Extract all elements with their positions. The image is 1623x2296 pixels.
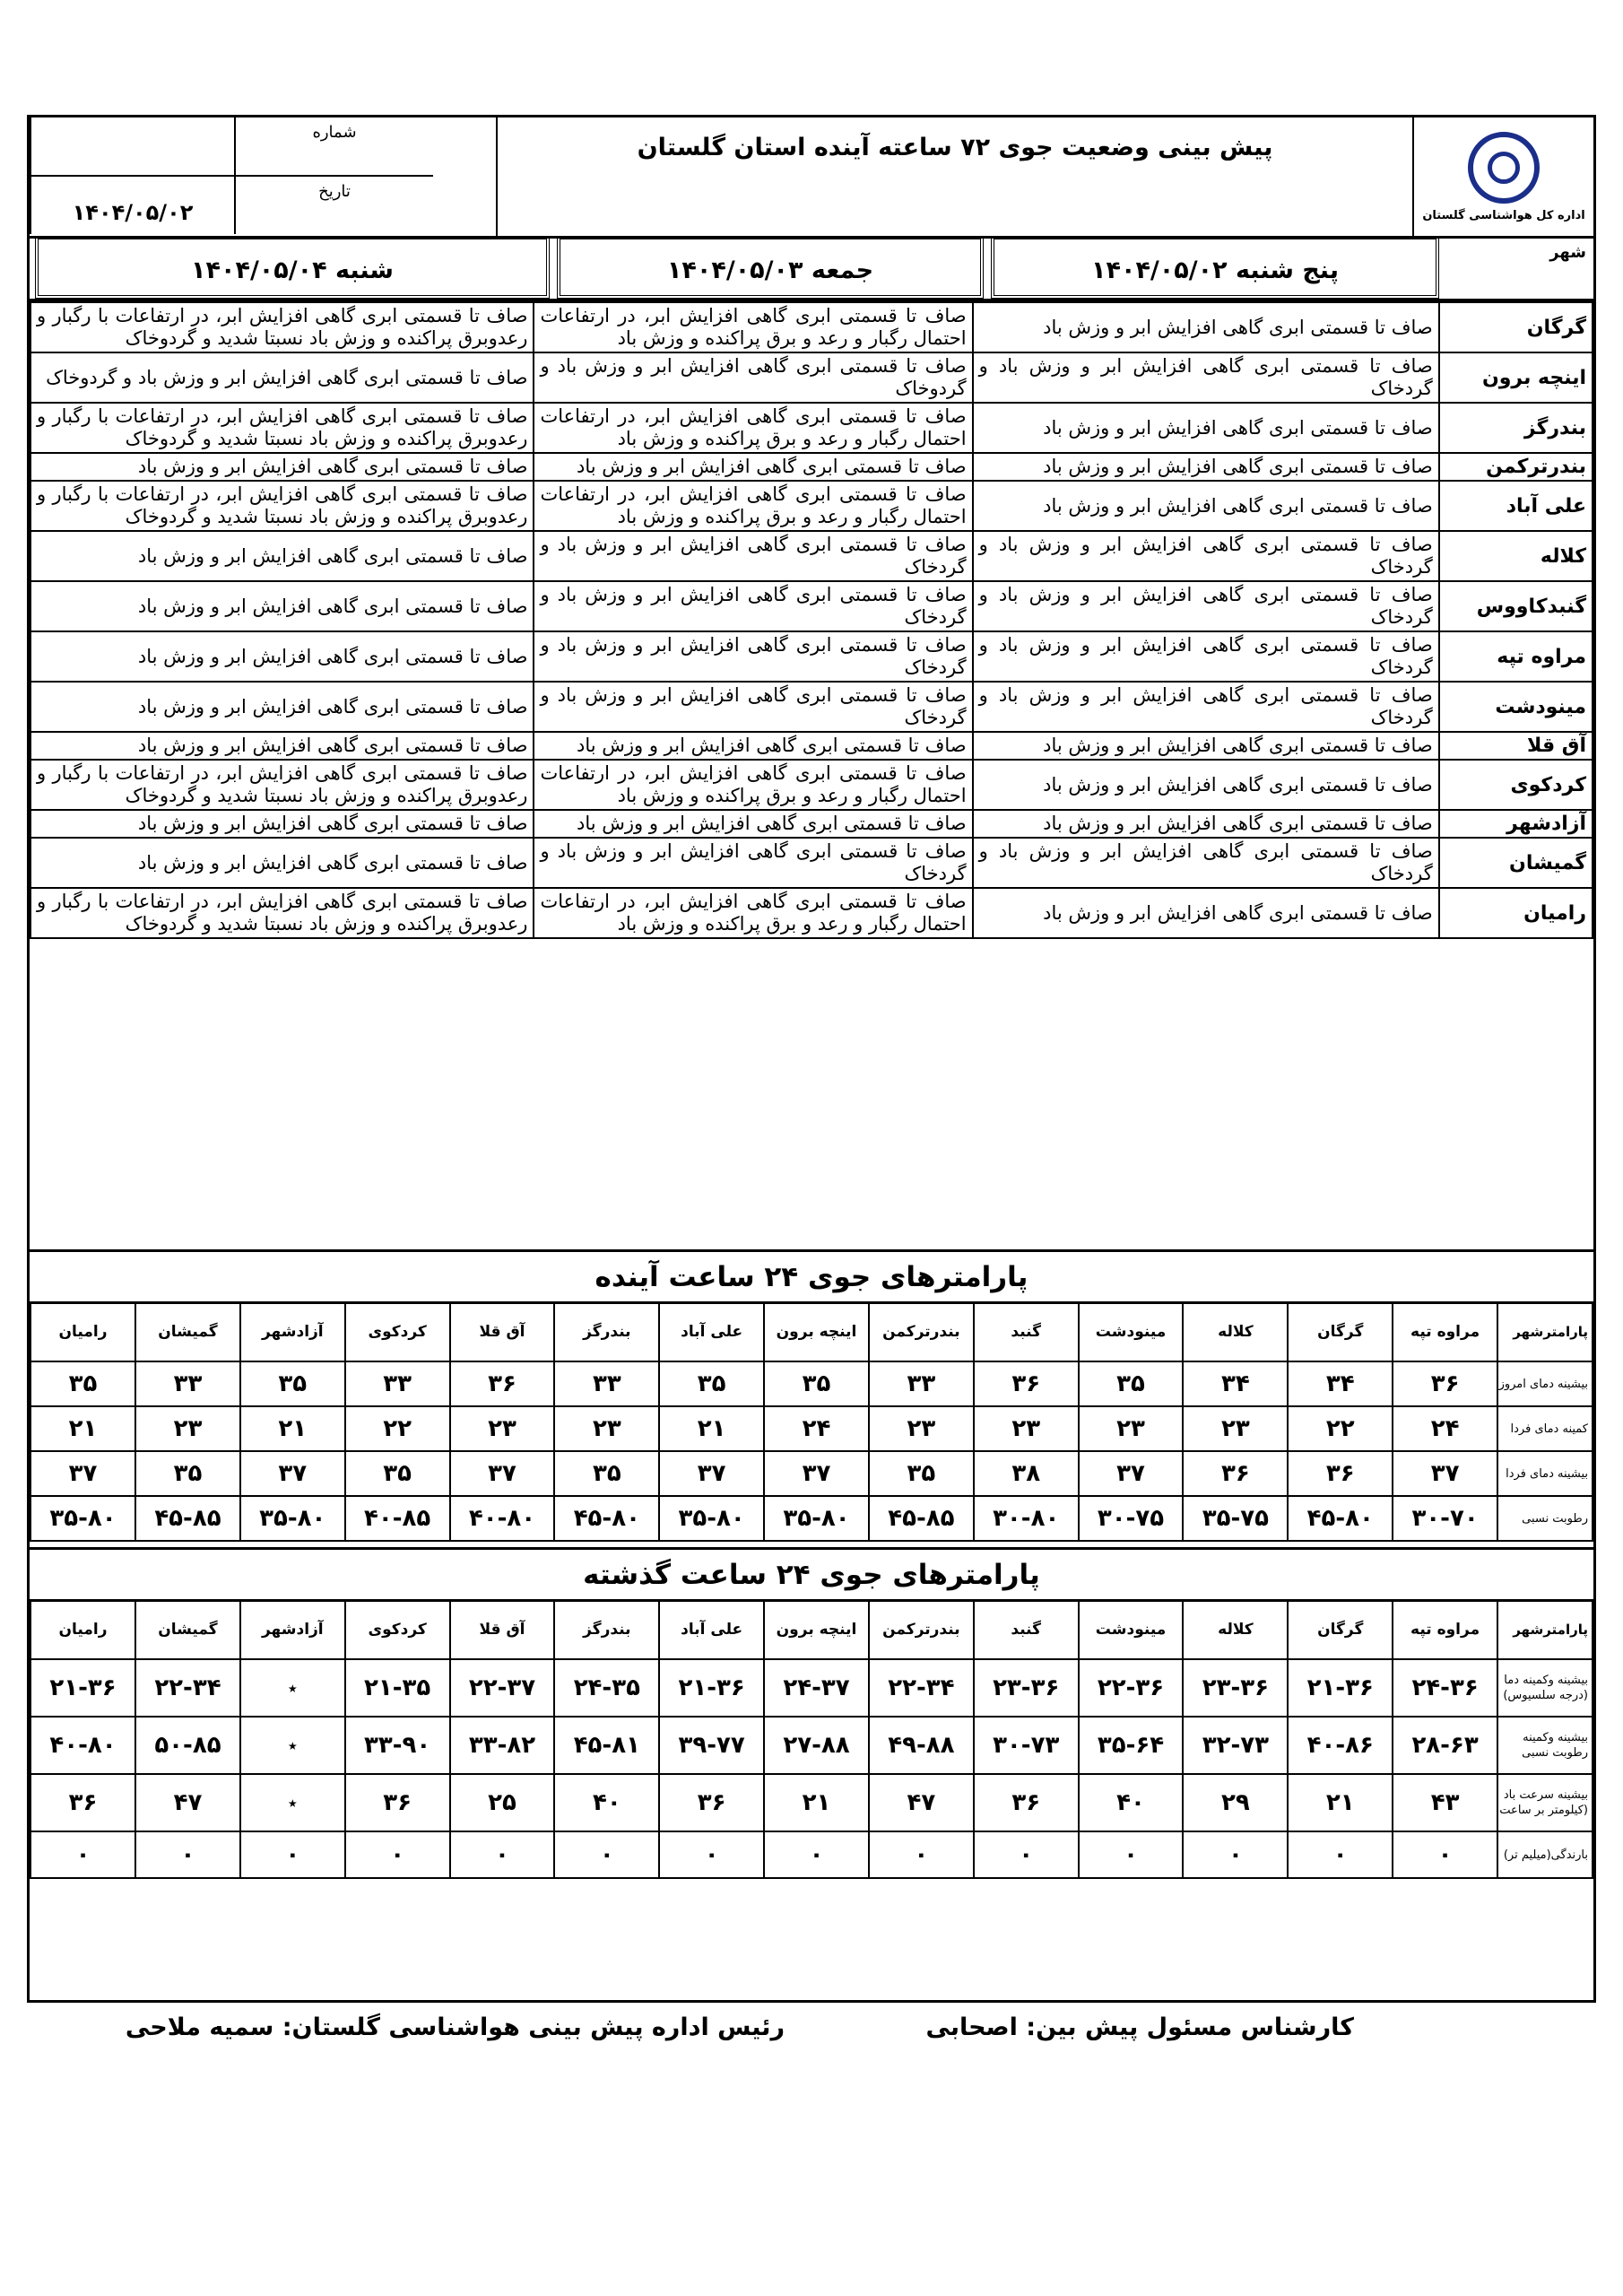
param-value: ۳۵-۸۰ bbox=[764, 1496, 869, 1541]
param-value: ۲۴-۳۷ bbox=[764, 1659, 869, 1717]
day2-forecast: صاف تا قسمتی ابری گاهی افزایش ابر و وزش باد bbox=[534, 732, 972, 760]
param-row bbox=[30, 1406, 1593, 1451]
param-value: ۳۳ bbox=[345, 1361, 450, 1406]
param-header-row bbox=[30, 1302, 1593, 1361]
param-value: ۳۴ bbox=[1183, 1361, 1288, 1406]
param-city-header: مراوه تپه bbox=[1393, 1600, 1497, 1659]
day2-forecast: صاف تا قسمتی ابری گاهی افزایش ابر، در ارتفاعات احتمال رگبار و رعد و برق پراکنده و وزش باد bbox=[534, 481, 972, 531]
param-value: ۴۹-۸۸ bbox=[869, 1717, 974, 1774]
param-value: ٭ bbox=[240, 1774, 345, 1831]
day1-forecast: صاف تا قسمتی ابری گاهی افزایش ابر و وزش باد و گردخاک bbox=[973, 682, 1439, 732]
forecast-row bbox=[30, 888, 1593, 938]
param-value: ۳۴ bbox=[1288, 1361, 1393, 1406]
forecast-row bbox=[30, 631, 1593, 682]
forecast-row bbox=[30, 352, 1593, 403]
day2-forecast: صاف تا قسمتی ابری گاهی افزایش ابر، در ارتفاعات احتمال رگبار و رعد و برق پراکنده و وزش باد bbox=[534, 403, 972, 453]
param-value: ۲۹ bbox=[1183, 1774, 1288, 1831]
param-value: ۳۵-۷۵ bbox=[1183, 1496, 1288, 1541]
param-value: ۳۶ bbox=[659, 1774, 764, 1831]
param-value: ۲۳-۳۶ bbox=[974, 1659, 1079, 1717]
day-headers bbox=[30, 236, 1593, 301]
param-value: ۳۵ bbox=[869, 1451, 974, 1496]
param-value: ۳۳ bbox=[869, 1361, 974, 1406]
param-row bbox=[30, 1361, 1593, 1406]
param-value: ۰ bbox=[135, 1831, 240, 1878]
day2-forecast: صاف تا قسمتی ابری گاهی افزایش ابر و وزش باد و گردخاک bbox=[534, 838, 972, 888]
city-column-header: شهر bbox=[1549, 243, 1586, 262]
param-value: ۲۱-۳۶ bbox=[659, 1659, 764, 1717]
param-city-header: علی آباد bbox=[659, 1600, 764, 1659]
param-city-header: مراوه تپه bbox=[1393, 1302, 1497, 1361]
param-value: ۲۲-۳۶ bbox=[1079, 1659, 1184, 1717]
param-value: ۳۶ bbox=[1288, 1451, 1393, 1496]
document-header bbox=[30, 117, 1593, 239]
param-value: ۲۳ bbox=[554, 1406, 659, 1451]
param-value: ۲۲-۳۷ bbox=[450, 1659, 555, 1717]
expert-signature: کارشناس مسئول پیش بین: اصحابی bbox=[925, 2013, 1354, 2041]
param-value: ۰ bbox=[240, 1831, 345, 1878]
param-value: ۰ bbox=[1288, 1831, 1393, 1878]
param-city-header: گنبد bbox=[974, 1600, 1079, 1659]
forecast-row bbox=[30, 760, 1593, 810]
day3-forecast: صاف تا قسمتی ابری گاهی افزایش ابر، در ارتفاعات با رگبار و رعدوبرق پراکنده و وزش باد نسبتا شدید و گردوخاک bbox=[30, 760, 534, 810]
param-value: ۲۵ bbox=[450, 1774, 555, 1831]
day3-forecast: صاف تا قسمتی ابری گاهی افزایش ابر و وزش باد bbox=[30, 631, 534, 682]
day2-forecast: صاف تا قسمتی ابری گاهی افزایش ابر و وزش باد و گردوخاک bbox=[534, 352, 972, 403]
city-name: اینچه برون bbox=[1439, 352, 1593, 403]
param-value: ۲۱ bbox=[764, 1774, 869, 1831]
param-value: ۳۶ bbox=[30, 1774, 135, 1831]
day2-forecast: صاف تا قسمتی ابری گاهی افزایش ابر و وزش باد و گردخاک bbox=[534, 581, 972, 631]
param-value: ۲۱-۳۵ bbox=[345, 1659, 450, 1717]
param-row bbox=[30, 1774, 1593, 1831]
param-value: ۳۳-۸۲ bbox=[450, 1717, 555, 1774]
param-value: ۲۲-۳۴ bbox=[869, 1659, 974, 1717]
param-value: ۲۴-۳۵ bbox=[554, 1659, 659, 1717]
param-value: ۴۵-۸۰ bbox=[554, 1496, 659, 1541]
city-name: مراوه تپه bbox=[1439, 631, 1593, 682]
param-city-header: کلاله bbox=[1183, 1600, 1288, 1659]
day1-forecast: صاف تا قسمتی ابری گاهی افزایش ابر و وزش باد bbox=[973, 760, 1439, 810]
day3-forecast: صاف تا قسمتی ابری گاهی افزایش ابر و وزش باد bbox=[30, 453, 534, 481]
forecast-row bbox=[30, 453, 1593, 481]
meteorology-logo bbox=[1412, 117, 1593, 236]
param-value: ۲۲ bbox=[345, 1406, 450, 1451]
param-city-header: آق قلا bbox=[450, 1600, 555, 1659]
param-value: ۳۷ bbox=[1393, 1451, 1497, 1496]
param-value: ٭ bbox=[240, 1717, 345, 1774]
param-city-header: آق قلا bbox=[450, 1302, 555, 1361]
param-city-header: بندرگز bbox=[554, 1600, 659, 1659]
param-value: ۴۵-۸۵ bbox=[135, 1496, 240, 1541]
day3-forecast: صاف تا قسمتی ابری گاهی افزایش ابر و وزش باد bbox=[30, 838, 534, 888]
day1-forecast: صاف تا قسمتی ابری گاهی افزایش ابر و وزش باد و گردخاک bbox=[973, 838, 1439, 888]
number-label: شماره bbox=[234, 117, 433, 175]
param-corner: پارامترشهر bbox=[1497, 1600, 1593, 1659]
day1-forecast: صاف تا قسمتی ابری گاهی افزایش ابر و وزش باد bbox=[973, 453, 1439, 481]
param-value: ۳۵ bbox=[135, 1451, 240, 1496]
param-value: ۳۲-۷۳ bbox=[1183, 1717, 1288, 1774]
param-label: بیشینه دمای فردا bbox=[1497, 1451, 1593, 1496]
param-value: ۳۳-۹۰ bbox=[345, 1717, 450, 1774]
param-value: ۰ bbox=[1393, 1831, 1497, 1878]
city-name: آزادشهر bbox=[1439, 810, 1593, 838]
forecast-row bbox=[30, 302, 1593, 352]
param-value: ۲۱ bbox=[30, 1406, 135, 1451]
param-value: ۳۷ bbox=[450, 1451, 555, 1496]
forecast-row bbox=[30, 682, 1593, 732]
param-label: بیشینه وکمینه رطوبت نسبی bbox=[1497, 1717, 1593, 1774]
forecast-sheet bbox=[27, 115, 1596, 2003]
param-value: ۰ bbox=[554, 1831, 659, 1878]
param-value: ۴۰-۸۵ bbox=[345, 1496, 450, 1541]
day1-forecast: صاف تا قسمتی ابری گاهی افزایش ابر و وزش باد و گردخاک bbox=[973, 581, 1439, 631]
day3-forecast: صاف تا قسمتی ابری گاهی افزایش ابر، در ارتفاعات با رگبار و رعدوبرق پراکنده و وزش باد نسبتا شدید و گردوخاک bbox=[30, 302, 534, 352]
param-value: ۲۴ bbox=[1393, 1406, 1497, 1451]
param-label: کمینه دمای فردا bbox=[1497, 1406, 1593, 1451]
param-value: ۳۰-۷۰ bbox=[1393, 1496, 1497, 1541]
param-value: ۳۶ bbox=[1393, 1361, 1497, 1406]
city-name: گرگان bbox=[1439, 302, 1593, 352]
param-city-header: آزادشهر bbox=[240, 1600, 345, 1659]
day3-forecast: صاف تا قسمتی ابری گاهی افزایش ابر، در ارتفاعات با رگبار و رعدوبرق پراکنده و وزش باد نسبتا شدید و گردوخاک bbox=[30, 481, 534, 531]
city-name: مینودشت bbox=[1439, 682, 1593, 732]
day2-forecast: صاف تا قسمتی ابری گاهی افزایش ابر و وزش باد bbox=[534, 810, 972, 838]
param-value: ۳۶ bbox=[974, 1361, 1079, 1406]
logo-text: اداره کل هواشناسی گلستان bbox=[1422, 208, 1585, 222]
city-name: آق قلا bbox=[1439, 732, 1593, 760]
param-value: ۴۵-۸۰ bbox=[1288, 1496, 1393, 1541]
param-value: ۳۵-۸۰ bbox=[659, 1496, 764, 1541]
param-value: ۲۳-۳۶ bbox=[1183, 1659, 1288, 1717]
day1-forecast: صاف تا قسمتی ابری گاهی افزایش ابر و وزش باد bbox=[973, 403, 1439, 453]
param-value: ۰ bbox=[450, 1831, 555, 1878]
date-label: تاریخ bbox=[234, 177, 433, 234]
param-value: ۳۵ bbox=[1079, 1361, 1184, 1406]
param-value: ۴۰-۸۰ bbox=[450, 1496, 555, 1541]
param-city-header: آزادشهر bbox=[240, 1302, 345, 1361]
logo-emblem-icon bbox=[1468, 132, 1540, 204]
param-value: ۲۳ bbox=[974, 1406, 1079, 1451]
param-city-header: گرگان bbox=[1288, 1600, 1393, 1659]
param-city-header: گمیشان bbox=[135, 1600, 240, 1659]
param-value: ۳۵ bbox=[554, 1451, 659, 1496]
param-city-header: رامیان bbox=[30, 1600, 135, 1659]
city-name: کردکوی bbox=[1439, 760, 1593, 810]
param-value: ۳۵-۸۰ bbox=[30, 1496, 135, 1541]
param-row bbox=[30, 1717, 1593, 1774]
day3-forecast: صاف تا قسمتی ابری گاهی افزایش ابر و وزش باد bbox=[30, 581, 534, 631]
city-name: بندرترکمن bbox=[1439, 453, 1593, 481]
day1-forecast: صاف تا قسمتی ابری گاهی افزایش ابر و وزش باد bbox=[973, 810, 1439, 838]
param-value: ۳۷ bbox=[1079, 1451, 1184, 1496]
param-value: ۳۳ bbox=[554, 1361, 659, 1406]
param-city-header: کردکوی bbox=[345, 1600, 450, 1659]
param-value: ۴۷ bbox=[869, 1774, 974, 1831]
param-value: ۳۵ bbox=[345, 1451, 450, 1496]
day1-forecast: صاف تا قسمتی ابری گاهی افزایش ابر و وزش باد bbox=[973, 481, 1439, 531]
param-value: ۳۵-۶۴ bbox=[1079, 1717, 1184, 1774]
day3-forecast: صاف تا قسمتی ابری گاهی افزایش ابر و وزش باد bbox=[30, 531, 534, 581]
param-header-row bbox=[30, 1600, 1593, 1659]
param-value: ۴۰-۸۰ bbox=[30, 1717, 135, 1774]
next24-title: پارامترهای جوی ۲۴ ساعت آینده bbox=[30, 1249, 1593, 1304]
param-value: ۲۲-۳۴ bbox=[135, 1659, 240, 1717]
past24-title: پارامترهای جوی ۲۴ ساعت گذشته bbox=[30, 1547, 1593, 1602]
day1-forecast: صاف تا قسمتی ابری گاهی افزایش ابر و وزش باد و گردخاک bbox=[973, 531, 1439, 581]
city-name: بندرگز bbox=[1439, 403, 1593, 453]
param-value: ٭ bbox=[240, 1659, 345, 1717]
head-signature: رئیس اداره پیش بینی هواشناسی گلستان: سمیه ملاحی bbox=[125, 2013, 785, 2041]
param-value: ۰ bbox=[345, 1831, 450, 1878]
param-value: ۳۷ bbox=[240, 1451, 345, 1496]
param-value: ۳۰-۷۵ bbox=[1079, 1496, 1184, 1541]
day1-forecast: صاف تا قسمتی ابری گاهی افزایش ابر و وزش باد bbox=[973, 732, 1439, 760]
param-value: ۴۳ bbox=[1393, 1774, 1497, 1831]
forecast-row bbox=[30, 531, 1593, 581]
param-city-header: بندرترکمن bbox=[869, 1600, 974, 1659]
param-row bbox=[30, 1831, 1593, 1878]
day2-forecast: صاف تا قسمتی ابری گاهی افزایش ابر و وزش باد و گردخاک bbox=[534, 631, 972, 682]
day2-header: جمعه ۱۴۰۴/۰۵/۰۳ bbox=[557, 236, 984, 299]
param-city-header: مینودشت bbox=[1079, 1600, 1184, 1659]
param-value: ۰ bbox=[1183, 1831, 1288, 1878]
day3-forecast: صاف تا قسمتی ابری گاهی افزایش ابر و وزش باد bbox=[30, 810, 534, 838]
param-value: ۳۰-۸۰ bbox=[974, 1496, 1079, 1541]
param-label: بارندگی(میلیم تر) bbox=[1497, 1831, 1593, 1878]
city-name: علی آباد bbox=[1439, 481, 1593, 531]
param-value: ۴۰ bbox=[1079, 1774, 1184, 1831]
forecast-row bbox=[30, 810, 1593, 838]
param-value: ۲۱ bbox=[1288, 1774, 1393, 1831]
param-value: ۳۶ bbox=[450, 1361, 555, 1406]
param-label: بیشینه وکمینه دما (درجه سلسیوس) bbox=[1497, 1659, 1593, 1717]
param-value: ۳۶ bbox=[345, 1774, 450, 1831]
param-value: ۲۳ bbox=[1079, 1406, 1184, 1451]
param-value: ۰ bbox=[1079, 1831, 1184, 1878]
param-value: ۰ bbox=[30, 1831, 135, 1878]
param-value: ۳۸ bbox=[974, 1451, 1079, 1496]
param-value: ۳۹-۷۷ bbox=[659, 1717, 764, 1774]
param-value: ۳۷ bbox=[30, 1451, 135, 1496]
param-city-header: کلاله bbox=[1183, 1302, 1288, 1361]
param-value: ۰ bbox=[869, 1831, 974, 1878]
param-city-header: اینچه برون bbox=[764, 1302, 869, 1361]
param-value: ۲۷-۸۸ bbox=[764, 1717, 869, 1774]
param-city-header: گنبد bbox=[974, 1302, 1079, 1361]
param-value: ۲۴-۳۶ bbox=[1393, 1659, 1497, 1717]
day2-forecast: صاف تا قسمتی ابری گاهی افزایش ابر و وزش باد و گردخاک bbox=[534, 682, 972, 732]
param-city-header: اینچه برون bbox=[764, 1600, 869, 1659]
day2-forecast: صاف تا قسمتی ابری گاهی افزایش ابر و وزش باد bbox=[534, 453, 972, 481]
document-title: پیش بینی وضعیت جوی ۷۲ ساعته آینده استان گلستان bbox=[496, 117, 1412, 236]
forecast-row bbox=[30, 481, 1593, 531]
param-value: ۰ bbox=[974, 1831, 1079, 1878]
forecast-row bbox=[30, 838, 1593, 888]
number-value bbox=[30, 117, 234, 175]
param-value: ۳۵ bbox=[240, 1361, 345, 1406]
param-value: ۲۳ bbox=[869, 1406, 974, 1451]
param-city-header: رامیان bbox=[30, 1302, 135, 1361]
param-value: ۳۰-۷۳ bbox=[974, 1717, 1079, 1774]
param-value: ۴۵-۸۱ bbox=[554, 1717, 659, 1774]
param-city-header: گمیشان bbox=[135, 1302, 240, 1361]
param-value: ۳۵ bbox=[764, 1361, 869, 1406]
day3-forecast: صاف تا قسمتی ابری گاهی افزایش ابر، در ارتفاعات با رگبار و رعدوبرق پراکنده و وزش باد نسبتا شدید و گردوخاک bbox=[30, 403, 534, 453]
param-city-header: کردکوی bbox=[345, 1302, 450, 1361]
day2-forecast: صاف تا قسمتی ابری گاهی افزایش ابر، در ارتفاعات احتمال رگبار و رعد و برق پراکنده و وزش باد bbox=[534, 302, 972, 352]
day3-forecast: صاف تا قسمتی ابری گاهی افزایش ابر و وزش باد و گردوخاک bbox=[30, 352, 534, 403]
param-value: ۲۳ bbox=[135, 1406, 240, 1451]
param-value: ۲۱-۳۶ bbox=[1288, 1659, 1393, 1717]
forecast-table bbox=[30, 301, 1593, 939]
city-name: گنبدکاووس bbox=[1439, 581, 1593, 631]
param-value: ۲۱ bbox=[240, 1406, 345, 1451]
day2-forecast: صاف تا قسمتی ابری گاهی افزایش ابر، در ارتفاعات احتمال رگبار و رعد و برق پراکنده و وزش باد bbox=[534, 888, 972, 938]
param-value: ۲۱-۳۶ bbox=[30, 1659, 135, 1717]
day1-forecast: صاف تا قسمتی ابری گاهی افزایش ابر و وزش باد و گردخاک bbox=[973, 352, 1439, 403]
param-value: ۲۳ bbox=[1183, 1406, 1288, 1451]
forecast-row bbox=[30, 403, 1593, 453]
param-value: ۴۰ bbox=[554, 1774, 659, 1831]
param-corner: پارامترشهر bbox=[1497, 1302, 1593, 1361]
param-value: ۰ bbox=[659, 1831, 764, 1878]
param-row bbox=[30, 1496, 1593, 1541]
day1-forecast: صاف تا قسمتی ابری گاهی افزایش ابر و وزش باد bbox=[973, 888, 1439, 938]
day1-forecast: صاف تا قسمتی ابری گاهی افزایش ابر و وزش باد bbox=[973, 302, 1439, 352]
param-value: ۳۷ bbox=[659, 1451, 764, 1496]
param-value: ۴۵-۸۵ bbox=[869, 1496, 974, 1541]
day3-header: شنبه ۱۴۰۴/۰۵/۰۴ bbox=[35, 236, 550, 299]
param-city-header: علی آباد bbox=[659, 1302, 764, 1361]
param-value: ۳۶ bbox=[1183, 1451, 1288, 1496]
param-value: ۳۳ bbox=[135, 1361, 240, 1406]
day3-forecast: صاف تا قسمتی ابری گاهی افزایش ابر، در ارتفاعات با رگبار و رعدوبرق پراکنده و وزش باد نسبتا شدید و گردوخاک bbox=[30, 888, 534, 938]
param-city-header: گرگان bbox=[1288, 1302, 1393, 1361]
param-label: رطوبت نسبی bbox=[1497, 1496, 1593, 1541]
param-label: بیشینه دمای امروز bbox=[1497, 1361, 1593, 1406]
day2-forecast: صاف تا قسمتی ابری گاهی افزایش ابر و وزش باد و گردخاک bbox=[534, 531, 972, 581]
past24-table bbox=[30, 1599, 1593, 1879]
param-city-header: بندرترکمن bbox=[869, 1302, 974, 1361]
param-value: ۲۴ bbox=[764, 1406, 869, 1451]
city-name: رامیان bbox=[1439, 888, 1593, 938]
next24-table bbox=[30, 1301, 1593, 1542]
day3-forecast: صاف تا قسمتی ابری گاهی افزایش ابر و وزش باد bbox=[30, 682, 534, 732]
param-value: ۳۵ bbox=[659, 1361, 764, 1406]
param-value: ۴۷ bbox=[135, 1774, 240, 1831]
param-value: ۳۶ bbox=[974, 1774, 1079, 1831]
param-value: ۲۱ bbox=[659, 1406, 764, 1451]
param-label: بیشینه سرعت باد (کیلومتر بر ساعت bbox=[1497, 1774, 1593, 1831]
param-value: ۲۸-۶۳ bbox=[1393, 1717, 1497, 1774]
day2-forecast: صاف تا قسمتی ابری گاهی افزایش ابر، در ارتفاعات احتمال رگبار و رعد و برق پراکنده و وزش باد bbox=[534, 760, 972, 810]
forecast-row bbox=[30, 732, 1593, 760]
city-name: گمیشان bbox=[1439, 838, 1593, 888]
param-value: ۰ bbox=[764, 1831, 869, 1878]
param-value: ۳۷ bbox=[764, 1451, 869, 1496]
param-value: ۲۲ bbox=[1288, 1406, 1393, 1451]
param-city-header: بندرگز bbox=[554, 1302, 659, 1361]
param-value: ۵۰-۸۵ bbox=[135, 1717, 240, 1774]
param-row bbox=[30, 1451, 1593, 1496]
param-value: ۴۰-۸۶ bbox=[1288, 1717, 1393, 1774]
forecast-row bbox=[30, 581, 1593, 631]
city-name: کلاله bbox=[1439, 531, 1593, 581]
day1-forecast: صاف تا قسمتی ابری گاهی افزایش ابر و وزش باد و گردخاک bbox=[973, 631, 1439, 682]
param-city-header: مینودشت bbox=[1079, 1302, 1184, 1361]
param-value: ۲۳ bbox=[450, 1406, 555, 1451]
date-value: ۱۴۰۴/۰۵/۰۲ bbox=[30, 177, 234, 234]
param-value: ۳۵-۸۰ bbox=[240, 1496, 345, 1541]
day1-header: پنج شنبه ۱۴۰۴/۰۵/۰۲ bbox=[991, 236, 1439, 299]
day3-forecast: صاف تا قسمتی ابری گاهی افزایش ابر و وزش باد bbox=[30, 732, 534, 760]
param-value: ۳۵ bbox=[30, 1361, 135, 1406]
param-row bbox=[30, 1659, 1593, 1717]
